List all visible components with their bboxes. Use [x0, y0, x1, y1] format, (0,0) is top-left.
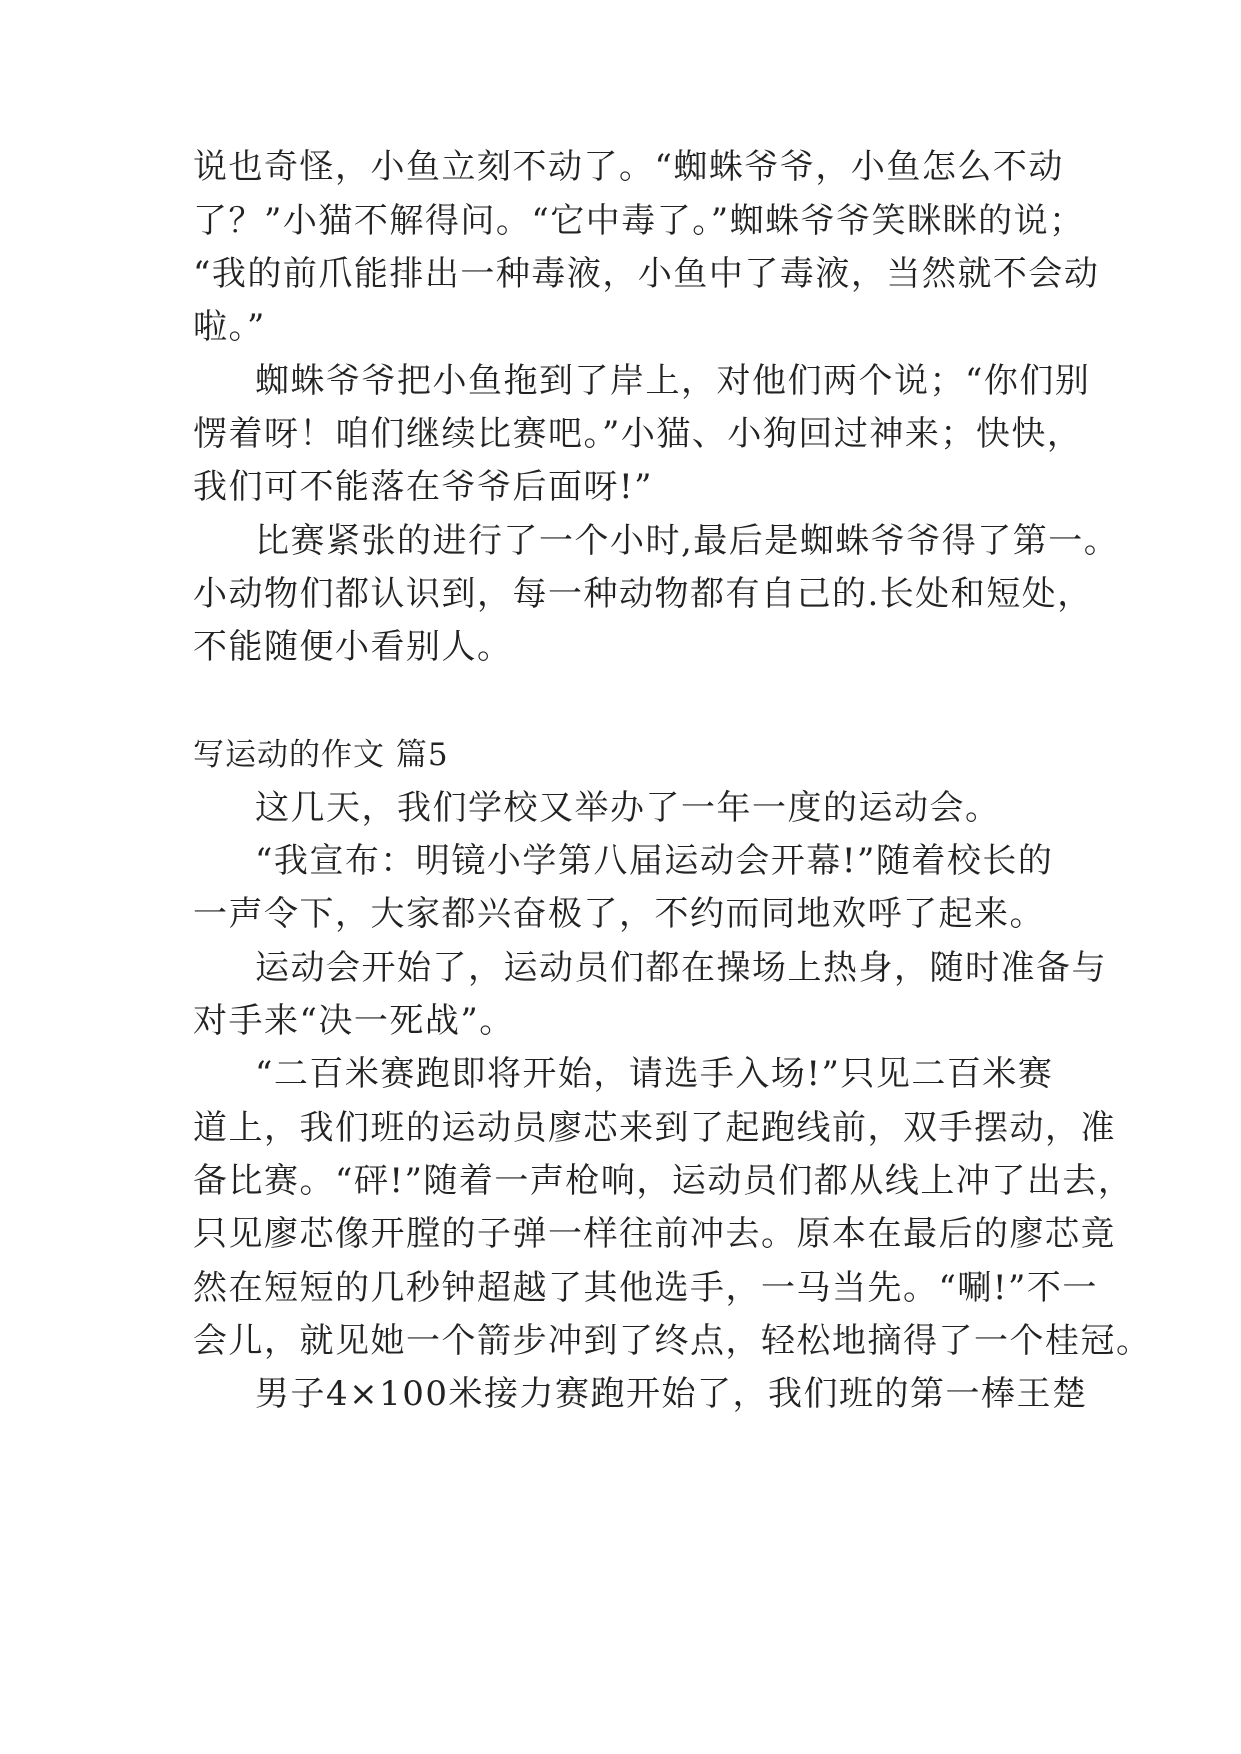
paragraph-line: 不能随便小看别人。 [193, 627, 513, 667]
paragraph-line: 愣着呀！咱们继续比赛吧。”小猫、小狗回过神来；快快， [193, 414, 1083, 454]
paragraph-line: “我的前爪能排出一种毒液，小鱼中了毒液，当然就不会动 [193, 254, 1100, 294]
paragraph-line: 只见廖芯像开膛的子弹一样往前冲去。原本在最后的廖芯竟 [193, 1214, 1116, 1254]
paragraph-line: 运动会开始了，运动员们都在操场上热身，随时准备与 [255, 948, 1107, 988]
paragraph-line: 然在短短的几秒钟超越了其他选手，一马当先。“唰!”不一 [193, 1268, 1098, 1308]
paragraph-line: 这几天，我们学校又举办了一年一度的运动会。 [255, 788, 1001, 828]
paragraph-line: 会儿，就见她一个箭步冲到了终点，轻松地摘得了一个桂冠。 [193, 1321, 1152, 1361]
paragraph-line: 比赛紧张的进行了一个小时,最后是蜘蛛爷爷得了第一。 [255, 521, 1120, 561]
paragraph-line: 一声令下，大家都兴奋极了，不约而同地欢呼了起来。 [193, 894, 1045, 934]
paragraph-line: 小动物们都认识到，每一种动物都有自己的.长处和短处， [193, 574, 1093, 614]
paragraph-line: 蜘蛛爷爷把小鱼拖到了岸上，对他们两个说；“你们别 [255, 361, 1091, 401]
paragraph-line: “我宣布：明镜小学第八届运动会开幕!”随着校长的 [255, 841, 1054, 881]
paragraph-line: 备比赛。“砰!”随着一声枪响，运动员们都从线上冲了出去， [193, 1161, 1134, 1201]
paragraph-line: 男子4×100米接力赛跑开始了，我们班的第一棒王楚 [255, 1374, 1088, 1414]
paragraph-line: 对手来“决一死战”。 [193, 1001, 515, 1041]
section-heading: 写运动的作文 篇5 [193, 737, 449, 773]
paragraph-line: 道上，我们班的运动员廖芯来到了起跑线前，双手摆动，准 [193, 1108, 1116, 1148]
paragraph-line: 说也奇怪，小鱼立刻不动了。“蜘蛛爷爷，小鱼怎么不动 [193, 147, 1064, 187]
paragraph-line: 了？”小猫不解得问。“它中毒了。”蜘蛛爷爷笑眯眯的说； [193, 201, 1085, 241]
paragraph-line: “二百米赛跑即将开始，请选手入场!”只见二百米赛 [255, 1054, 1054, 1094]
paragraph-line: 我们可不能落在爷爷后面呀!” [193, 467, 654, 507]
paragraph-line: 啦。” [193, 307, 266, 347]
